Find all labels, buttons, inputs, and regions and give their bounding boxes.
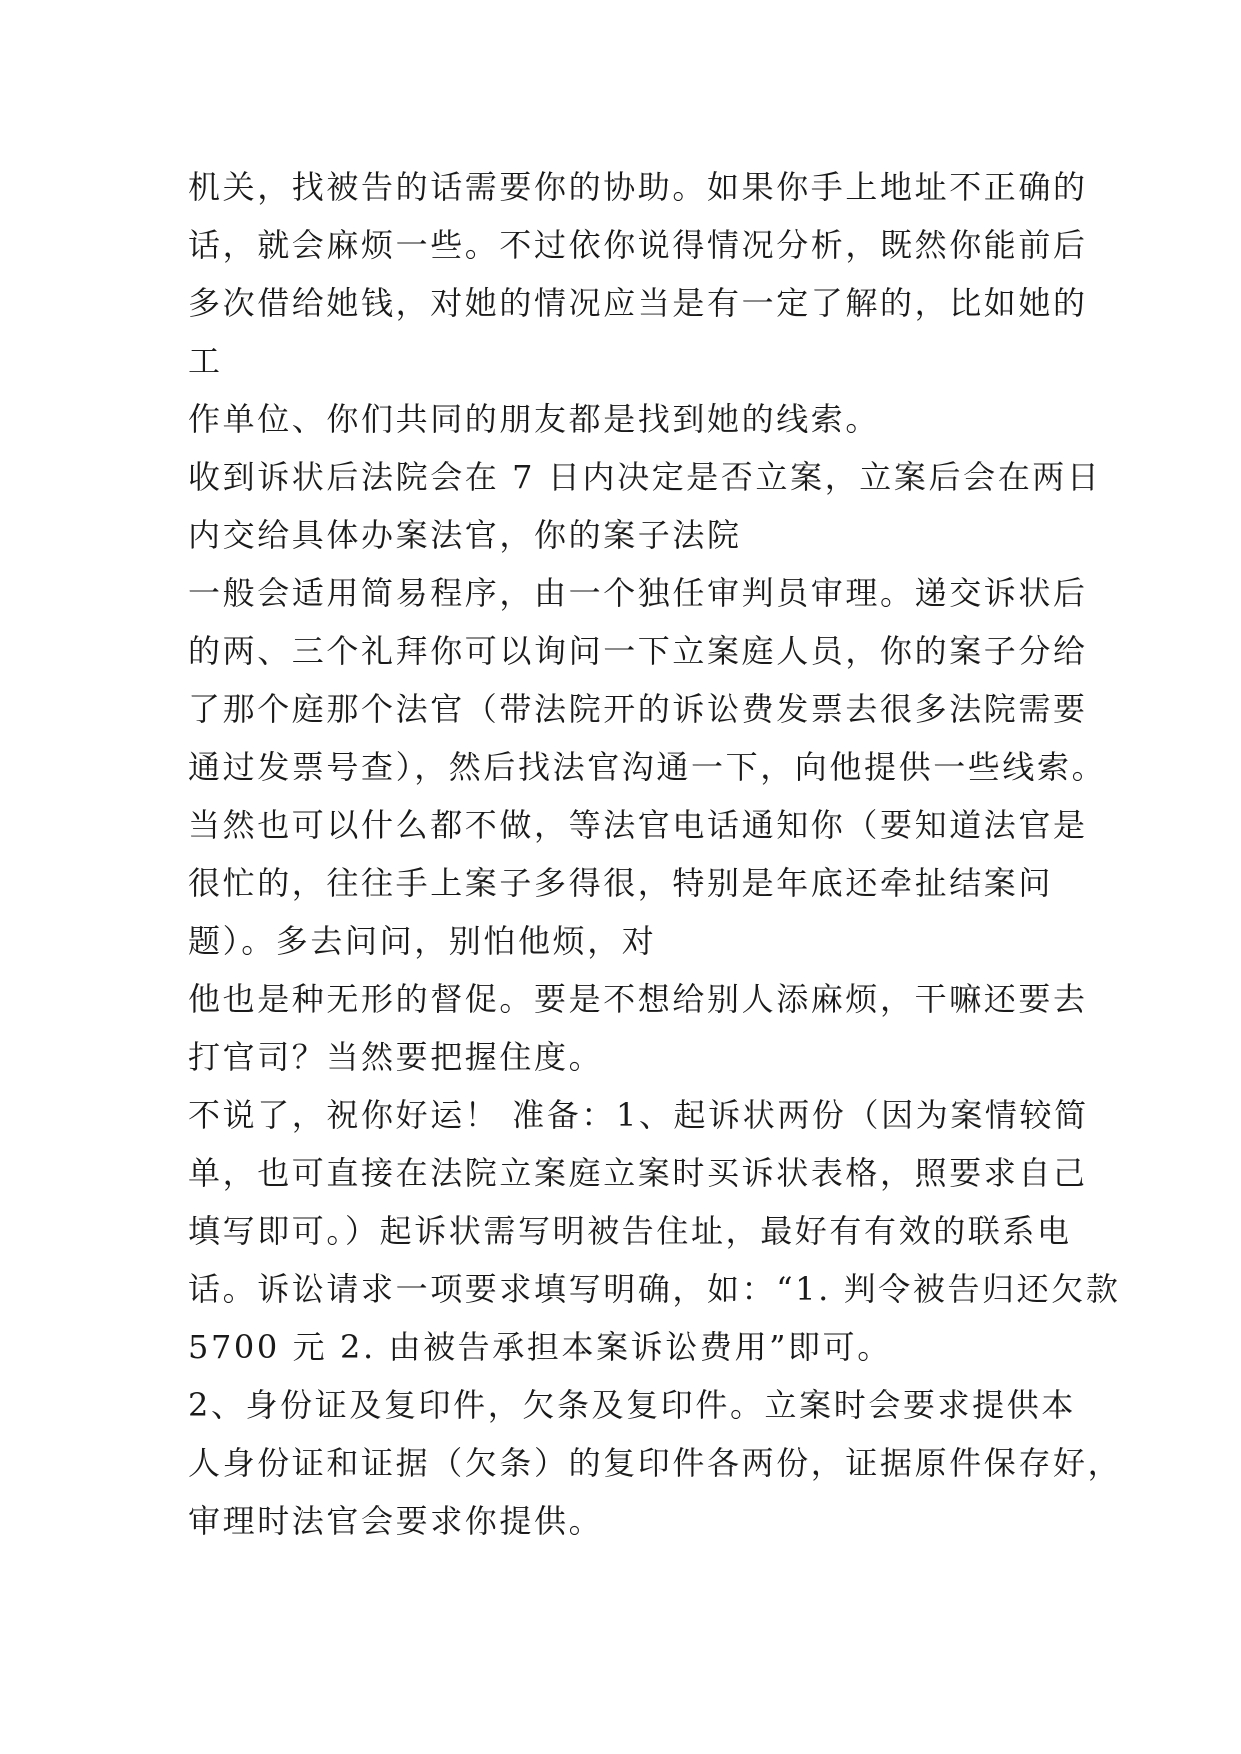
text-line: 的两、三个礼拜你可以询问一下立案庭人员，你的案子分给 <box>188 632 1088 670</box>
text-line: 审理时法官会要求你提供。 <box>188 1502 604 1540</box>
text-line: 收到诉状后法院会在 7 日内决定是否立案，立案后会在两日 <box>188 458 1102 496</box>
text-line: 单，也可直接在法院立案庭立案时买诉状表格，照要求自己 <box>188 1154 1088 1192</box>
text-line: 很忙的，往往手上案子多得很，特别是年底还牵扯结案问 <box>188 864 1054 902</box>
text-line: 不说了，祝你好运！ 准备：1、起诉状两份（因为案情较简 <box>188 1096 1089 1134</box>
text-line: 话，就会麻烦一些。不过依你说得情况分析，既然你能前后 <box>188 226 1088 264</box>
text-line: 一般会适用简易程序，由一个独任审判员审理。递交诉状后 <box>188 574 1088 612</box>
text-line: 2、身份证及复印件，欠条及复印件。立案时会要求提供本 <box>188 1386 1076 1424</box>
text-line: 通过发票号查），然后找法官沟通一下，向他提供一些线索。 <box>188 748 1107 786</box>
text-line: 内交给具体办案法官，你的案子法院 <box>188 516 742 554</box>
text-line: 他也是种无形的督促。要是不想给别人添麻烦，干嘛还要去 <box>188 980 1088 1018</box>
text-line: 当然也可以什么都不做，等法官电话通知你（要知道法官是 <box>188 806 1088 844</box>
text-line: 了那个庭那个法官（带法院开的诉讼费发票去很多法院需要 <box>188 690 1088 728</box>
text-line: 打官司？当然要把握住度。 <box>188 1038 604 1076</box>
text-line: 填写即可。）起诉状需写明被告住址，最好有有效的联系电 <box>188 1212 1072 1250</box>
text-line: 多次借给她钱，对她的情况应当是有一定了解的，比如她的 <box>188 284 1088 322</box>
body-text <box>188 158 1123 1550</box>
text-line: 人身份证和证据（欠条）的复印件各两份，证据原件保存好， <box>188 1444 1123 1482</box>
text-line: 机关，找被告的话需要你的协助。如果你手上地址不正确的 <box>188 168 1088 206</box>
text-line: 题）。多去问问，别怕他烦，对 <box>188 922 657 960</box>
text-line: 话。诉讼请求一项要求填写明确，如：“1. 判令被告归还欠款 <box>188 1270 1121 1308</box>
text-line: 工 <box>188 342 223 380</box>
text-line: 作单位、你们共同的朋友都是找到她的线索。 <box>188 400 881 438</box>
text-line: 5700 元 2. 由被告承担本案诉讼费用”即可。 <box>188 1328 892 1366</box>
